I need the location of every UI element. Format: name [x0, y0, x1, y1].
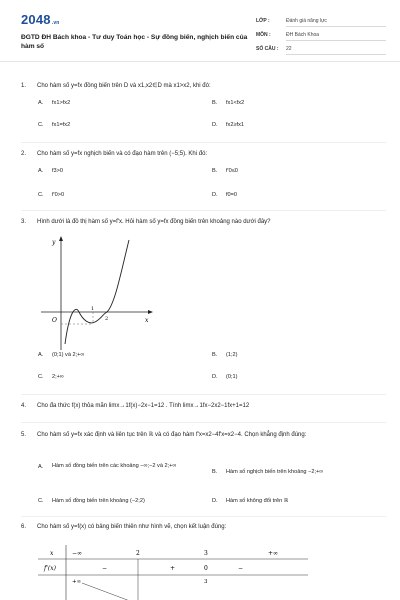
site-logo[interactable]: [21, 12, 60, 27]
question-3: [21, 218, 386, 388]
logo-suffix: .vn: [51, 20, 60, 26]
question-number: 2.: [21, 151, 27, 157]
meta-label: SỐ CÂU :: [256, 46, 279, 52]
option-b[interactable]: [212, 352, 238, 358]
divider: [21, 516, 386, 517]
question-text: Cho hàm số y=fx nghịch biến và có đạo hàm trên (−5;5). Khi đó:: [37, 151, 208, 157]
question-stem: [21, 82, 386, 90]
option-a[interactable]: [38, 352, 84, 358]
table-cell: 2: [136, 550, 140, 557]
option-c[interactable]: [38, 498, 145, 504]
option-c[interactable]: [38, 192, 64, 198]
question-number: 4.: [21, 403, 27, 409]
option-a[interactable]: [38, 462, 198, 471]
option-letter: C.: [38, 192, 44, 198]
meta-row-subject: [256, 30, 386, 44]
question-number: 5.: [21, 432, 27, 438]
question-5: [21, 431, 386, 515]
option-letter: D.: [212, 122, 218, 128]
table-cell: 0: [204, 565, 208, 572]
option-d[interactable]: [212, 192, 237, 198]
option-c[interactable]: [38, 374, 64, 380]
option-c[interactable]: [38, 122, 70, 128]
divider: [21, 142, 386, 143]
option-d[interactable]: [212, 498, 288, 504]
question-text: Cho đa thức f(x) thỏa mãn limx→1f(x)−2x−1=12 . Tính limx→1fx−2x2−1fx+1=12: [37, 403, 250, 409]
option-letter: C.: [38, 122, 44, 128]
meta-row-count: [256, 44, 386, 58]
option-letter: A.: [38, 463, 44, 470]
question-4: [21, 402, 386, 416]
meta-label: MÔN :: [256, 32, 271, 38]
option-text: (0;1) và 2;+∞: [52, 352, 85, 358]
question-stem: [21, 150, 386, 158]
divider: [21, 422, 386, 423]
option-text: fx1>fx2: [52, 100, 71, 106]
question-1: [21, 82, 386, 134]
option-text: fx1<fx2: [226, 100, 245, 106]
document-header: [0, 0, 400, 62]
tick-label: 1: [91, 306, 95, 312]
option-a[interactable]: [38, 100, 70, 106]
question-number: 1.: [21, 83, 27, 89]
meta-info: [256, 16, 386, 58]
option-text: (0;1): [226, 374, 238, 380]
question-stem: [21, 431, 386, 439]
question-text: Hình dưới là đồ thị hàm số y=f'x. Hỏi hàm số y=fx đồng biến trên khoảng nào dưới đây?: [37, 219, 271, 225]
derivative-graph: [37, 232, 157, 352]
option-letter: B.: [212, 469, 218, 475]
option-letter: B.: [212, 100, 218, 106]
divider: [21, 210, 386, 211]
question-stem: [21, 402, 386, 410]
option-b[interactable]: [212, 100, 244, 106]
option-letter: A.: [38, 168, 44, 174]
option-letter: B.: [212, 168, 218, 174]
table-cell: +∞: [72, 579, 82, 585]
option-text: Hàm số không đổi trên ℝ: [226, 498, 289, 504]
derivative-curve: [65, 240, 129, 344]
option-text: 2;+∞: [52, 374, 64, 380]
variation-arrow: [82, 583, 130, 600]
option-letter: C.: [38, 498, 44, 504]
option-text: (1;2): [226, 352, 238, 358]
table-cell: 3: [204, 579, 208, 585]
question-number: 3.: [21, 219, 27, 225]
option-d[interactable]: [212, 122, 244, 128]
question-text: Cho hàm số y=fx đồng biến trên D và x1,x2∈D mà x1>x2, khi đó:: [37, 83, 211, 89]
divider: [21, 394, 386, 395]
option-text: Hàm số đồng biến trên các khoảng −∞;−2 và 2;+∞: [52, 463, 177, 469]
question-2: [21, 150, 386, 204]
tick-label: 2: [105, 316, 109, 322]
option-text: Hàm số đồng biến trên khoảng (−2;2): [52, 498, 145, 504]
option-text: f'0>0: [52, 192, 65, 198]
question-stem: [21, 523, 386, 531]
option-letter: D.: [212, 374, 218, 380]
table-cell: f'(x): [44, 565, 56, 572]
option-text: Hàm số nghịch biến trên khoảng −2;+∞: [226, 469, 324, 475]
option-text: fx2≥fx1: [226, 122, 244, 128]
question-stem: [21, 218, 386, 226]
table-cell: −: [102, 565, 108, 572]
logo-text: 2048: [21, 12, 51, 27]
table-cell: −: [238, 565, 244, 572]
variation-table: [38, 545, 308, 600]
option-d[interactable]: [212, 374, 238, 380]
meta-row-class: [256, 16, 386, 30]
option-b[interactable]: [212, 469, 323, 475]
y-axis-arrow: [59, 236, 63, 241]
meta-value: Đánh giá năng lực: [286, 18, 386, 27]
x-axis-arrow: [148, 310, 153, 314]
table-cell: −∞: [72, 550, 83, 557]
meta-label: LỚP :: [256, 18, 270, 24]
page-title: ĐGTD ĐH Bách khoa - Tư duy Toán học - Sự đồng biến, nghịch biến của hàm số: [21, 34, 248, 50]
table-cell: x: [50, 550, 54, 557]
option-text: f'0≤0: [226, 168, 238, 174]
question-text: Cho hàm số y=f(x) có bảng biến thiên như hình vẽ, chọn kết luận đúng:: [37, 524, 227, 530]
option-letter: A.: [38, 100, 44, 106]
origin-label: O: [52, 317, 57, 324]
question-number: 6.: [21, 524, 27, 530]
question-text: Cho hàm số y=fx xác định và liên tục trên ℝ và có đạo hàm f'x=x2−4f'x=x2−4. Chọn khẳng định đúng:: [37, 432, 307, 438]
meta-value: ĐH Bách Khoa: [286, 32, 386, 41]
option-letter: A.: [38, 352, 44, 358]
option-letter: D.: [212, 192, 218, 198]
x-axis-label: x: [145, 317, 149, 324]
option-letter: B.: [212, 352, 218, 358]
table-cell: +: [170, 565, 176, 572]
y-axis-label: y: [52, 239, 56, 246]
option-letter: D.: [212, 498, 218, 504]
option-letter: C.: [38, 374, 44, 380]
option-text: f3>0: [52, 168, 64, 174]
question-6: [21, 523, 386, 600]
option-text: fx1=fx2: [52, 122, 71, 128]
option-a[interactable]: [38, 168, 63, 174]
option-b[interactable]: [212, 168, 238, 174]
table-cell: 3: [204, 550, 208, 557]
option-text: f0=0: [226, 192, 238, 198]
table-cell: +∞: [268, 550, 279, 557]
meta-value: 22: [286, 46, 386, 55]
